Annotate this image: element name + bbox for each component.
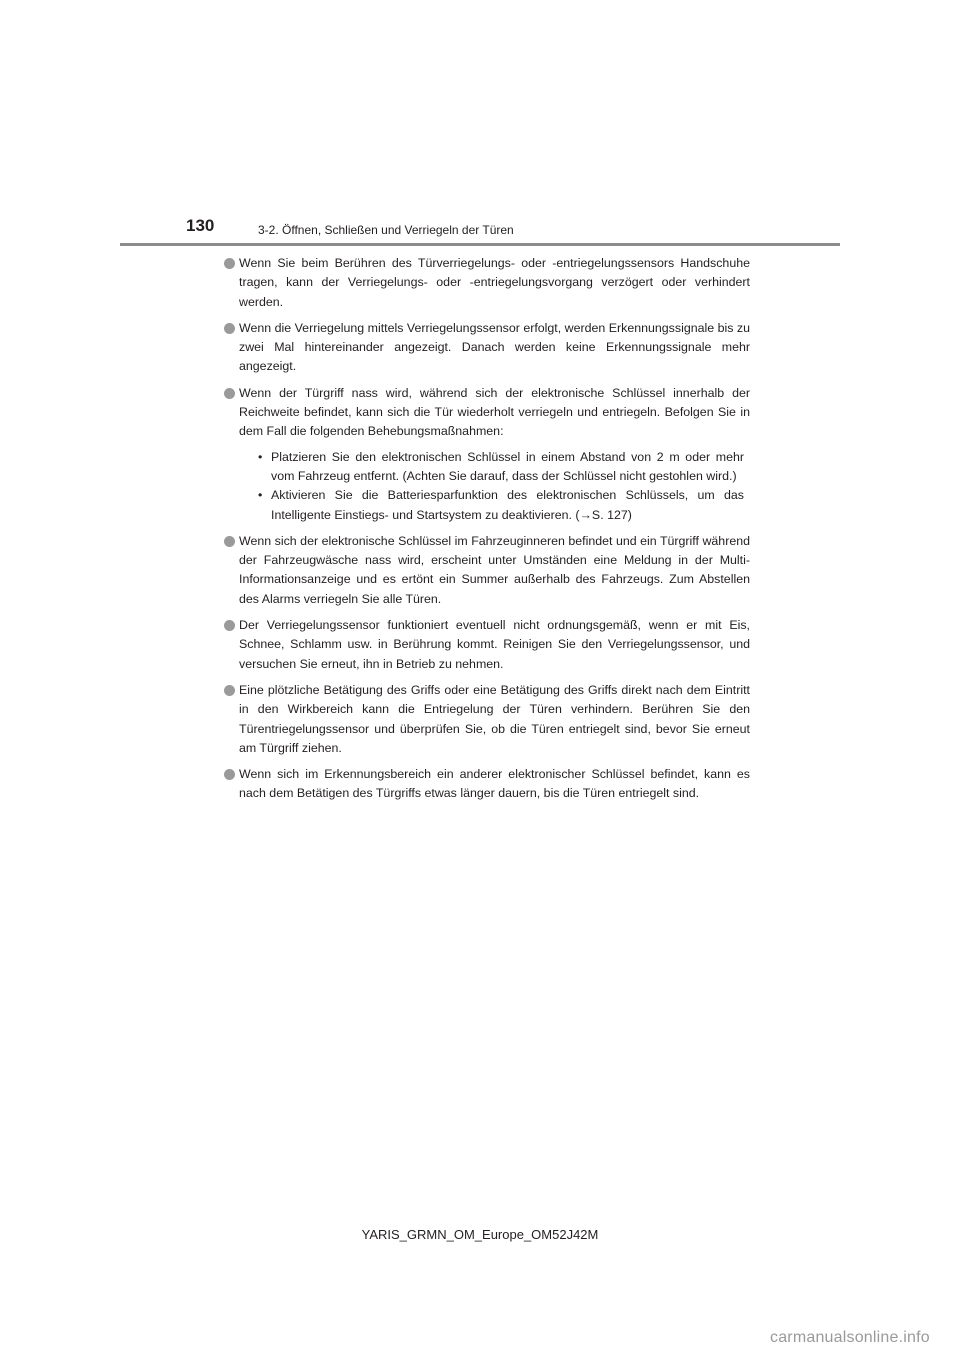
list-item bbox=[222, 681, 750, 758]
list-item bbox=[222, 319, 750, 377]
watermark: carmanualsonline.info bbox=[770, 1329, 930, 1346]
list-item bbox=[222, 254, 750, 312]
page-footer: YARIS_GRMN_OM_Europe_OM52J42M bbox=[361, 1227, 599, 1242]
sublist-bullet-icon: • bbox=[258, 449, 263, 464]
bullet-icon bbox=[224, 620, 235, 631]
list-item-text: Wenn sich im Erkennungsbereich ein anderer elektronischer Schlüssel befindet, kann es nach dem Betätigen des Türgriffs etwas länger dauern, bis die Türen entriegelt sind. bbox=[239, 767, 750, 801]
page-number: 130 bbox=[186, 216, 215, 235]
bullet-icon bbox=[224, 536, 235, 547]
list-item bbox=[222, 532, 750, 609]
bullet-icon bbox=[224, 258, 235, 269]
sublist-item-text: Aktivieren Sie die Batteriesparfunktion des elektronischen Schlüssels, um das Intelligente Einstiegs- und Startsystem zu deaktivieren. (→S. 127) bbox=[271, 488, 744, 522]
list-item-text: Wenn der Türgriff nass wird, während sich der elektronische Schlüssel innerhalb der Reichweite befindet, kann sich die Tür wiederholt verriegeln und entriegeln. Befolgen Sie in dem Fall die folgenden Behebungsmaßnahmen: bbox=[239, 385, 750, 439]
bullet-icon bbox=[224, 685, 235, 696]
page-content bbox=[222, 254, 750, 811]
bullet-icon bbox=[224, 323, 235, 334]
list-item-text: Eine plötzliche Betätigung des Griffs oder eine Betätigung des Griffs direkt nach dem Eintritt in den Wirkbereich kann die Entriegelung der Türen verhindern. Berühren Sie den Türentriegelungssensor und überprüfen Sie, ob die Türen entriegelt sind, bevor Sie erneut am Türgriff ziehen. bbox=[239, 682, 750, 755]
list-item bbox=[222, 384, 750, 525]
sublist-item-text: Platzieren Sie den elektronischen Schlüssel in einem Abstand von 2 m oder mehr vom Fahrzeug entfernt. (Achten Sie darauf, dass der Schlüssel nicht gestohlen wird.) bbox=[271, 449, 744, 483]
list-item-text: Wenn Sie beim Berühren des Türverriegelungs- oder -entriegelungssensors Handschuhe tragen, kann der Verriegelungs- oder -entriegelungsvorgang verzögert oder verhindert werden. bbox=[239, 256, 750, 309]
section-title: 3-2. Öffnen, Schließen und Verriegeln der Türen bbox=[258, 223, 514, 237]
sublist-bullet-icon: • bbox=[258, 488, 263, 503]
list-item-text: Wenn sich der elektronische Schlüssel im Fahrzeuginneren befindet und ein Türgriff während der Fahrzeugwäsche nass wird, erscheint unter Umständen eine Meldung in der Multi-Informationsanzeige und es ertönt ein Summer außerhalb des Fahrzeugs. Zum Abstellen des Alarms verriegeln Sie alle Türen. bbox=[239, 533, 750, 606]
bullet-icon bbox=[224, 769, 235, 780]
page-header bbox=[0, 0, 960, 250]
list-item-text: Der Verriegelungssensor funktioniert eventuell nicht ordnungsgemäß, wenn er mit Eis, Schnee, Schlamm usw. in Berührung kommt. Reinigen Sie den Verriegelungssensor, und versuchen Sie erneut, ihn in Betrieb zu nehmen. bbox=[239, 618, 750, 671]
header-divider bbox=[120, 243, 840, 246]
sublist-item bbox=[239, 486, 750, 525]
remedy-sublist bbox=[239, 448, 750, 525]
sublist-item bbox=[239, 448, 750, 487]
list-item-text: Wenn die Verriegelung mittels Verriegelungssensor erfolgt, werden Erkennungssignale bis zu zwei Mal hintereinander angezeigt. Danach werden keine Erkennungssignale mehr angezeigt. bbox=[239, 320, 750, 374]
bullet-icon bbox=[224, 388, 235, 399]
list-item bbox=[222, 765, 750, 804]
list-item bbox=[222, 616, 750, 674]
